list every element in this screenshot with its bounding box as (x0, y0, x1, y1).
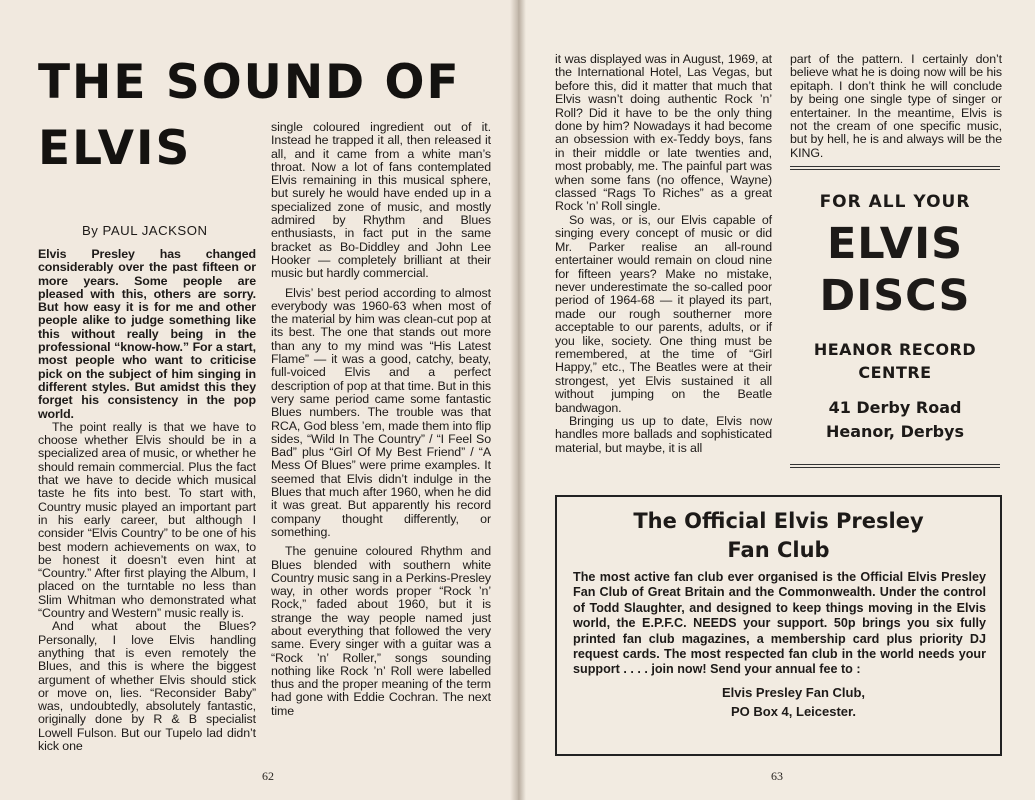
ad-store-name (790, 338, 1000, 384)
ad-top-rule (790, 169, 1000, 170)
right-column-2 (790, 53, 1002, 160)
fan-club-body: The most active fan club ever organised is the Official Elvis Presley Fan Club of Great Britain and the Commonwealth. Under the control of Todd Slaughter, and designed to keep things moving in the Elvis world, the E.P.F.C. NEEDS your support. 50p brings you six fully printed fan club magazines, a membership card plus priority DJ request cards. The most respected fan club in the world needs your support . . . . join now! Send your annual fee to : (573, 570, 986, 677)
fan-club-address-line: PO Box 4, Leicester. (730, 703, 856, 719)
body-paragraph: And what about the Blues? Personally, I love Elvis handling anything that is even remotely the Blues, and this is where the biggest argument of whether Elvis should stick or move on, lies. “Reconsider Baby” was, undoubtedly, absolutely fantastic, originally done by R & B specialist Lowell Fulson. But our Tupelo lad didn’t kick one (38, 619, 256, 753)
body-paragraph: The genuine coloured Rhythm and Blues blended with southern white Country music sang in a Perkins-Presley way, in other words proper “Rock ’n’ Rock,” faded about 1960, but it is strange the way people named just about everything that followed the very same. Every singer with a guitar was a “Rock ’n’ Roller,” songs sounding nothing like Rock ’n’ Roll were labelled thus and the proper meaning of the term had gone with Eddie Cochran. The next time (271, 544, 491, 718)
ad-address-line: 41 Derby Road (828, 398, 962, 417)
ad-address-line: Heanor, Derbys (825, 422, 965, 441)
fan-club-title (557, 507, 1000, 565)
headline-line-2: ELVIS (38, 121, 192, 176)
page-number: 63 (771, 769, 783, 783)
body-paragraph: it was displayed was in August, 1969, at the International Hotel, Las Vegas, but before this, did it matter that much that Elvis wasn’t doing authentic Rock ’n’ Roll? Did it have to be the only thing done by him? Nowadays it had become an obsession with ex-Teddy boys, fans in their middle or late twenties and, most probably, me. The painful part was when some fans (no offence, Wayne) classed “Rags To Riches” as a great Rock ’n’ Roll single. (555, 52, 772, 214)
ad-bottom-rule (790, 467, 1000, 468)
body-paragraph: part of the pattern. I certainly don’t believe what he is doing now will be his epitaph. I don’t think he will conclude by being one single type of singer or entertainer. In the meantime, Elvis is not the cream of one specific music, but by hell, he is and always will be the KING. (790, 52, 1002, 160)
fan-club-title-line: The Official Elvis Presley (633, 509, 924, 533)
ad-top-rule (790, 166, 1000, 167)
ad-tagline: FOR ALL YOUR (819, 192, 971, 212)
right-column-1 (555, 53, 772, 455)
headline-line-1: THE SOUND OF (38, 55, 461, 110)
page-number: 62 (262, 769, 274, 783)
body-paragraph: Bringing us up to date, Elvis now handles more ballads and sophisticated material, but maybe, it is all (555, 413, 772, 455)
lead-paragraph: Elvis Presley has changed considerably over the past fifteen or more years. Some people are pleased with this, others are sorry. But how easy it is for me and other people alike to judge something like this without really being in the professional “know-how.” For a start, most people who want to criticise pick on the subject of him singing in different styles. But amidst this they forget his consistency in the pop world. (38, 247, 256, 421)
body-paragraph: So was, or is, our Elvis capable of singing every concept of music or did Mr. Parker realise an all-round entertainer would remain on cloud nine for fifteen years? Make no mistake, never underestimate the so-called poor period of 1964-68 — it played its part, made our rough southerner more acceptable to our parents, adults, or if you like, society. One thing must be remembered, at the time of “Girl Happy,” etc., The Beatles were at their strongest, yet Elvis sustained it all without jumping on the Beatle bandwagon. (555, 212, 772, 415)
left-page (0, 0, 517, 800)
byline: By PAUL JACKSON (82, 223, 208, 238)
fan-club-ad (555, 495, 1002, 756)
left-column-2 (271, 121, 491, 718)
ad-store-line: CENTRE (858, 363, 932, 382)
body-paragraph: Elvis’ best period according to almost everybody was 1960-63 when most of the material by him was clean-cut pop at its best. The one that stands out more than any to my mind was “His Latest Flame” — it was a good, catchy, beaty, full-voiced Elvis and a perfect description of pop at that time. But in this very same period came some fantastic Blues numbers. The trouble was that RCA, God bless ’em, made them into flip sides, “Wild In The Country” / “I Feel So Bad” plus “Girl Of My Best Friend” / “A Mess Of Blues” were prime examples. It seemed that Elvis didn’t indulge in the Blues that much after 1960, when he did it was great. But apparently his record company thought differently, or something. (271, 285, 491, 539)
ad-headline-elvis: ELVIS (826, 219, 964, 269)
fan-club-title-line: Fan Club (727, 538, 830, 562)
left-column-1 (38, 248, 256, 753)
ad-address (790, 396, 1000, 444)
book-gutter (510, 0, 526, 800)
ad-bottom-rule (790, 464, 1000, 465)
fan-club-address-line: Elvis Presley Fan Club, (721, 684, 866, 700)
body-paragraph: The point really is that we have to choose whether Elvis should be in a specialized area of music, or whether he should remain commercial. Plus the fact that we have to decide which musical taste he fits into best. To start with, Country music played an important part in his early career, but although I consider “Elvis Country” to be one of his best modern achievements on wax, to be honest it doesn’t even hint at “Country.” After first playing the Album, I placed on the turntable no less than Slim Whitman who demonstrated what “Country and Western” music really is. (38, 419, 256, 621)
ad-bottom-rules (790, 464, 1000, 470)
ad-store-line: HEANOR RECORD (813, 340, 977, 359)
fan-club-address (557, 683, 1000, 721)
ad-headline-discs: DISCS (819, 271, 971, 321)
body-paragraph: single coloured ingredient out of it. Instead he trapped it all, then released it all, and it came from a white man’s throat. Now a lot of fans contemplated Elvis remaining in this musical sphere, but surely he would have ended up in a specialized zone of music, and mostly admired by Rhythm and Blues enthusiasts, in fact put in the same bracket as Bo-Diddley and John Lee Hooker — completely brilliant at their music but hardly commercial. (271, 120, 491, 281)
record-shop-ad (790, 166, 1000, 470)
